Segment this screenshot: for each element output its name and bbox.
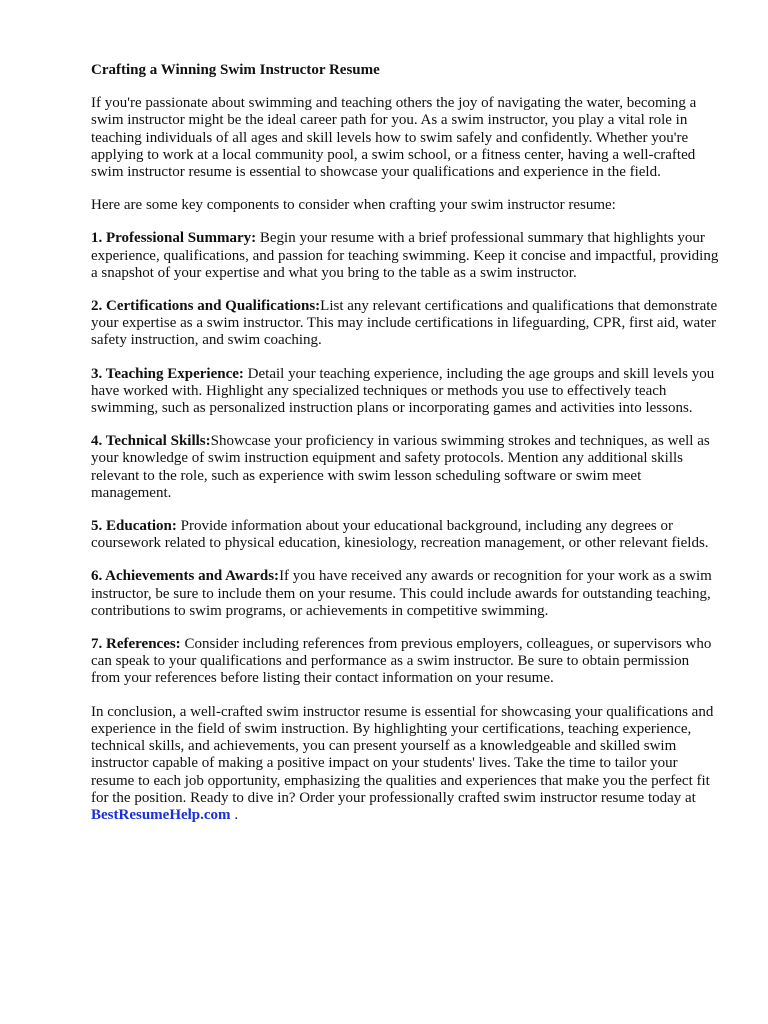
section-achievements [91, 568, 721, 620]
section-text: List any relevant certifications and qualifications that demonstrate your expertise as a swim instructor. This may include certifications in lifeguarding, CPR, first aid, water safety instruction, and swim coaching. [91, 298, 718, 349]
section-professional-summary [91, 230, 721, 282]
section-references [91, 636, 721, 688]
section-label: 5. Education: [91, 518, 177, 535]
section-technical-skills [91, 433, 721, 502]
section-teaching-experience [91, 366, 721, 418]
section-education [91, 518, 721, 552]
document-title: Crafting a Winning Swim Instructor Resume [91, 62, 380, 78]
section-text: Provide information about your educational background, including any degrees or coursework related to physical education, kinesiology, recreation management, or other relevant fields. [91, 518, 709, 552]
conclusion-paragraph [91, 704, 721, 824]
section-text: Detail your teaching experience, including the age groups and skill levels you have worked with. Highlight any specialized techniques or methods you use to effectively teach swimming, such as personalized instruction plans or incorporating games and activities into lessons. [91, 365, 715, 417]
document-page [91, 62, 721, 840]
conclusion-text: In conclusion, a well-crafted swim instructor resume is essential for showcasing your qualifications and experience in the field of swim instruction. By highlighting your certifications, teaching experience, technical skills, and achievements, you can present yourself as a knowledgeable and skilled swim instructor capable of making a positive impact on your students' lives. Take the time to tailor your resume to each job opportunity, emphasizing the qualities and experiences that make you the perfect fit for the position. Ready to dive in? Order your professionally crafted swim instructor resume today at [91, 703, 714, 806]
intro-paragraph: If you're passionate about swimming and teaching others the joy of navigating the water, becoming a swim instructor might be the ideal career path for you. As a swim instructor, you play a vital role in teaching individuals of all ages and skill levels how to swim safely and confidently. Whether you're applying to work at a local community pool, a swim school, or a fitness center, having a well-crafted swim instructor resume is essential to showcase your qualifications and experience in the field. [91, 95, 697, 181]
lead-in-paragraph: Here are some key components to consider when crafting your swim instructor resume: [91, 197, 616, 214]
section-label: 1. Professional Summary: [91, 230, 257, 247]
conclusion-end: . [230, 806, 239, 823]
section-label: 2. Certifications and Qualifications: [91, 298, 321, 315]
section-text: If you have received any awards or recognition for your work as a swim instructor, be sure to include them on your resume. This could include awards for outstanding teaching, contributions to swim programs, or achievements in competitive swimming. [91, 568, 712, 619]
section-certifications [91, 298, 721, 350]
section-label: 4. Technical Skills: [91, 433, 211, 450]
section-label: 6. Achievements and Awards: [91, 568, 280, 585]
section-text: Begin your resume with a brief professional summary that highlights your experience, qualifications, and passion for teaching swimming. Keep it concise and impactful, providing a snapshot of your expertise and what you bring to the table as a swim instructor. [91, 230, 719, 281]
section-label: 3. Teaching Experience: [91, 365, 244, 382]
section-text: Showcase your proficiency in various swimming strokes and techniques, as well as your knowledge of swim instruction equipment and safety protocols. Mention any additional skills relevant to the role, such as experience with swim lesson scheduling software or swim meet management. [91, 433, 710, 501]
section-label: 7. References: [91, 636, 181, 653]
best-resume-help-link[interactable]: BestResumeHelp.com [91, 806, 231, 823]
section-text: Consider including references from previous employers, colleagues, or supervisors who can speak to your qualifications and performance as a swim instructor. Be sure to obtain permission from your references before listing their contact information on your resume. [91, 636, 712, 687]
